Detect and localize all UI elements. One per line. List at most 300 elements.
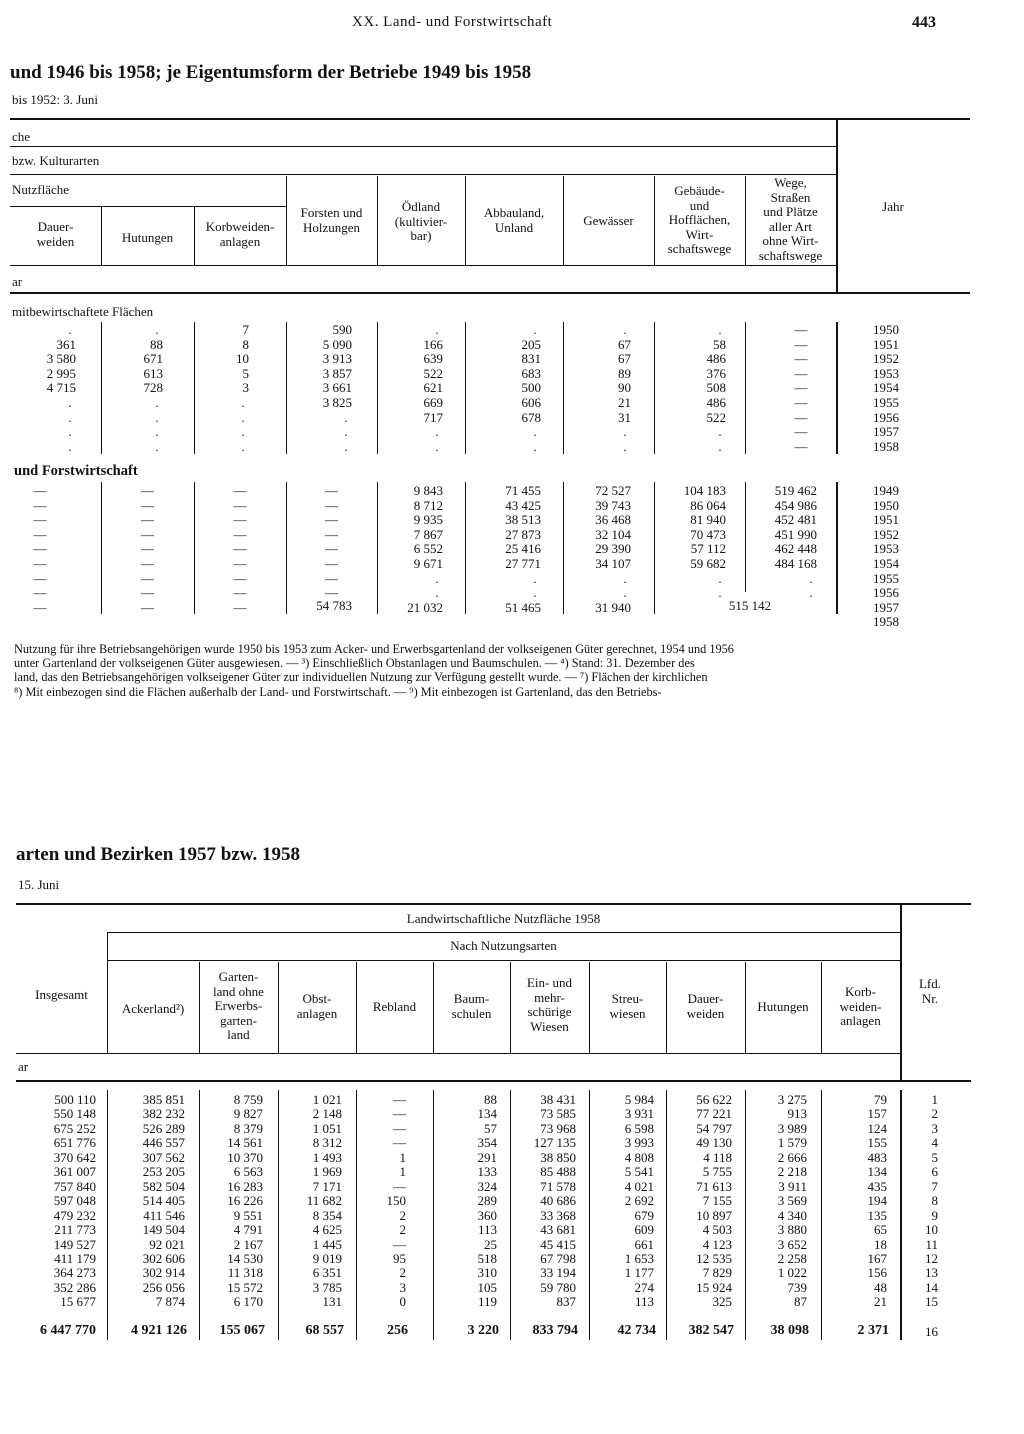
table-cell: . (435, 585, 439, 601)
table-cell: 274 (634, 1279, 654, 1295)
year-label: 1953 (873, 365, 899, 381)
year-label: 1952 (873, 526, 899, 542)
total-cell: 42 734 (617, 1323, 656, 1338)
col-gewaesser: Gewässer (583, 213, 634, 228)
table-cell: 85 488 (540, 1164, 576, 1180)
table-cell: 33 194 (540, 1265, 576, 1281)
col-korbweiden: Korbweiden- anlagen (205, 219, 275, 249)
table-cell: 59 780 (540, 1279, 576, 1295)
table-cell: 526 289 (142, 1120, 185, 1136)
total-cell: 38 098 (770, 1323, 809, 1338)
table-cell: 131 (322, 1294, 342, 1310)
table-cell: 411 179 (54, 1250, 96, 1266)
table-cell: 1 051 (312, 1120, 342, 1136)
year-label: 1955 (873, 570, 899, 586)
total-cell: 833 794 (532, 1323, 578, 1338)
bottom-head-rule-1 (107, 932, 900, 933)
table-cell: 519 462 (774, 483, 817, 498)
table-cell: — (393, 1135, 406, 1151)
table-cell: 88 (484, 1092, 497, 1107)
table-cell: . (155, 424, 159, 440)
table-cell: 4 808 (624, 1149, 654, 1165)
col-hutungen-b: Hutungen (757, 999, 809, 1014)
table-cell: 307 562 (142, 1149, 185, 1165)
dash-cell: — (33, 570, 47, 586)
table-cell: 325 (712, 1294, 732, 1310)
dash-cell: — (233, 512, 247, 528)
table-cell: 65 (874, 1222, 887, 1238)
table-cell: . (533, 438, 537, 454)
table-cell: 92 021 (149, 1236, 185, 1252)
table-cell: — (794, 351, 808, 367)
col-obstanlagen: Obst- anlagen (296, 991, 338, 1021)
table-cell: 508 (706, 380, 726, 396)
table-cell: 5 (242, 365, 249, 381)
table-cell: 156 (867, 1265, 887, 1281)
table-cell: 1 022 (777, 1265, 807, 1281)
table-cell: — (794, 395, 808, 410)
table-cell: 486 (706, 351, 726, 367)
top-table-subtitle: bis 1952: 3. Juni (12, 92, 98, 107)
table-cell: 6 351 (312, 1265, 342, 1281)
dash-cell: — (33, 497, 47, 513)
year-label: 1957 (873, 424, 899, 440)
dash-cell: — (233, 541, 247, 557)
table-cell: 486 (706, 395, 726, 410)
page-number: 443 (912, 14, 936, 31)
table-cell: — (794, 409, 808, 425)
dash-cell: — (33, 526, 47, 542)
table-cell: . (68, 395, 72, 410)
table-cell: 3 569 (777, 1193, 807, 1209)
table-cell: 43 681 (540, 1222, 576, 1238)
dash-cell: — (233, 497, 247, 513)
col-dauerweiden: Dauer- weiden (36, 219, 75, 249)
head-label-1: che (12, 129, 31, 144)
table-cell: 739 (787, 1279, 807, 1295)
table-cell: 167 (867, 1250, 887, 1266)
table-cell: 675 252 (53, 1120, 96, 1136)
table-cell: 483 (867, 1149, 887, 1165)
table-cell: 609 (634, 1222, 654, 1238)
unit-label: ar (12, 274, 23, 289)
table-cell: 9 019 (312, 1250, 342, 1266)
year-label: 1956 (873, 409, 899, 425)
row-number: 5 (931, 1149, 938, 1165)
footnote-line: Nutzung für ihre Betriebsangehörigen wurde 1950 bis 1953 zum Acker- und Erwerbsgartenland der volkseigenen Güter gerechnet, 1954 und 1956 (14, 642, 734, 656)
table-cell: 90 (618, 380, 631, 396)
table-cell: 21 (874, 1294, 887, 1310)
table-cell: 113 (634, 1294, 654, 1310)
table-cell: 683 (521, 365, 541, 381)
dash-cell: — (325, 497, 338, 513)
year-label: 1951 (873, 512, 899, 528)
table-cell: 3 911 (778, 1178, 807, 1194)
footnote-line: ⁸) Mit einbezogen sind die Flächen außerhalb der Land- und Forstwirtschaft. — ⁹) Mit einbezogen ist Gartenland, das den Betriebs- (14, 684, 662, 699)
table-cell: 194 (867, 1193, 887, 1209)
table-cell: 8 (242, 336, 249, 352)
table-cell: 157 (867, 1106, 887, 1122)
row-number: 9 (931, 1207, 938, 1223)
table-cell: 1 579 (777, 1135, 807, 1151)
table-cell: — (794, 380, 808, 396)
table-cell: 48 (874, 1279, 887, 1295)
table-cell: 435 (867, 1178, 887, 1194)
table-cell: — (393, 1236, 406, 1252)
table-cell: 2 692 (624, 1193, 654, 1209)
table-cell: — (794, 438, 808, 454)
table-cell: 33 368 (540, 1207, 576, 1223)
table-cell: 913 (787, 1106, 807, 1122)
table-cell: — (794, 336, 808, 352)
year-label: 1954 (873, 380, 899, 396)
table-cell: 1 177 (624, 1265, 654, 1281)
table-cell: 67 (618, 351, 631, 367)
table-cell: 89 (618, 365, 631, 381)
table-cell: 4 625 (312, 1222, 342, 1238)
table-cell: 36 468 (595, 512, 631, 528)
total-cell: 2 371 (857, 1323, 889, 1338)
table-cell: 360 (477, 1207, 497, 1223)
year-label: 1958 (873, 438, 899, 454)
table-cell: 500 (521, 380, 541, 396)
table-cell: 514 405 (142, 1193, 185, 1209)
table-cell: 2 167 (233, 1236, 263, 1252)
vline (745, 322, 746, 454)
table-cell: 9 671 (413, 556, 443, 571)
table-cell: 324 (477, 1178, 497, 1194)
dash-cell: — (33, 483, 47, 498)
table-cell: 150 (386, 1193, 406, 1209)
dash-cell: — (325, 585, 338, 601)
table-cell: 6 563 (233, 1164, 263, 1180)
table-cell: . (241, 424, 245, 440)
table-cell: 135 (867, 1207, 887, 1223)
table-cell: 9 551 (233, 1207, 263, 1223)
total-cell: 155 067 (219, 1323, 265, 1338)
col-gartenland: Garten- land ohne Erwerbs- garten- land (213, 969, 264, 1042)
table-cell: 671 (143, 351, 163, 367)
table-cell: 5 541 (624, 1164, 654, 1180)
year-label: 1958 (873, 614, 899, 630)
table-cell: 10 370 (227, 1149, 263, 1165)
group-header-2: Nach Nutzungsarten (450, 938, 557, 953)
head-rule-4 (10, 265, 836, 266)
table-cell: 302 606 (142, 1250, 185, 1266)
table-cell: 67 798 (540, 1250, 576, 1266)
table-cell: . (68, 438, 72, 454)
table-cell: 717 (423, 409, 443, 425)
table-cell: 361 (56, 336, 76, 352)
dash-cell: — (141, 512, 154, 528)
table-cell: — (393, 1106, 406, 1122)
table-cell: — (393, 1092, 406, 1107)
forsten-1957-value: 54 783 (316, 598, 352, 613)
section2-label: und Forstwirtschaft (14, 463, 138, 479)
table-cell: 3 652 (777, 1236, 807, 1252)
table-cell: — (794, 322, 808, 337)
dash-cell: — (141, 599, 154, 615)
table-cell: 4 340 (777, 1207, 807, 1223)
head-bottom-rule (10, 292, 970, 294)
table-cell: 38 513 (505, 512, 541, 528)
head-rule-3 (10, 206, 286, 207)
table-cell: 155 (867, 1135, 887, 1151)
dash-cell: — (233, 483, 247, 498)
table-cell: . (241, 395, 245, 410)
table-cell: 88 (150, 336, 163, 352)
dash-cell: — (141, 541, 154, 557)
col-abbauland: Abbauland, Unland (483, 205, 545, 235)
table-cell: 382 232 (142, 1106, 185, 1122)
table-cell: 5 755 (702, 1164, 732, 1180)
table-cell: 454 986 (774, 497, 817, 513)
table-cell: 1 653 (624, 1250, 654, 1266)
table-cell: . (533, 322, 537, 337)
table-cell: 27 873 (505, 526, 541, 542)
year-label: 1952 (873, 351, 899, 367)
year-label: 1953 (873, 541, 899, 557)
bottom-table-title: arten und Bezirken 1957 bzw. 1958 (16, 844, 300, 865)
table-cell: 11 682 (306, 1193, 342, 1209)
table-cell: 7 155 (702, 1193, 732, 1209)
table-cell: 14 530 (227, 1250, 263, 1266)
table-cell: 25 (484, 1236, 497, 1252)
table-cell: . (623, 424, 627, 440)
table-cell: 4 791 (233, 1222, 263, 1238)
table-cell: 310 (477, 1265, 497, 1281)
table-cell: 522 (706, 409, 726, 425)
table-cell: 518 (477, 1250, 497, 1266)
table-cell: 51 465 (505, 599, 541, 615)
table-cell: 134 (867, 1164, 887, 1180)
table-cell: . (435, 438, 439, 454)
table-cell: 7 874 (155, 1294, 185, 1310)
table-cell: . (718, 570, 722, 586)
table-cell: . (718, 585, 722, 601)
year-label: 1957 (873, 599, 899, 615)
table-cell: . (533, 424, 537, 440)
table-cell: 133 (477, 1164, 497, 1180)
table-cell: . (68, 424, 72, 440)
table-cell: 679 (634, 1207, 654, 1223)
table-cell: 9 935 (413, 512, 443, 528)
table-cell: 7 867 (413, 526, 443, 542)
dash-cell: — (233, 570, 247, 586)
year-label: 1955 (873, 395, 899, 410)
table-cell: 149 527 (53, 1236, 96, 1252)
top-table-title: und 1946 bis 1958; je Eigentumsform der Betriebe 1949 bis 1958 (10, 62, 532, 83)
table-cell: 27 771 (505, 556, 541, 571)
table-cell: 38 431 (540, 1092, 576, 1107)
table-cell: . (344, 424, 348, 440)
total-cell: 6 447 770 (40, 1323, 96, 1338)
table-cell: 45 415 (540, 1236, 576, 1252)
table-cell: 2 666 (777, 1149, 807, 1165)
table-cell: 446 557 (142, 1135, 185, 1151)
table-cell: . (155, 409, 159, 425)
table-cell: 613 (143, 365, 163, 381)
table-cell: 31 940 (595, 599, 631, 615)
table-cell: 302 914 (142, 1265, 185, 1281)
table-cell: 2 258 (777, 1250, 807, 1266)
dash-cell: — (325, 526, 338, 542)
row-number: 8 (931, 1193, 938, 1209)
col-korbweiden-b: Korb- weiden- anlagen (839, 984, 882, 1028)
table-cell: 550 148 (53, 1106, 96, 1122)
table-cell: 57 (484, 1120, 497, 1136)
table-cell: 77 221 (696, 1106, 732, 1122)
bottom-top-rule (16, 903, 971, 905)
table-cell: 370 642 (53, 1149, 96, 1165)
table-cell: 39 743 (595, 497, 631, 513)
dash-cell: — (33, 512, 47, 528)
year-label: 1951 (873, 336, 899, 352)
table-cell: 2 (399, 1265, 406, 1281)
table-cell: 669 (423, 395, 443, 410)
table-cell: 1 (399, 1164, 406, 1180)
table-cell: 385 851 (142, 1092, 185, 1107)
table-cell: 376 (706, 365, 726, 381)
year-label: 1950 (873, 322, 899, 337)
table-cell: 11 318 (227, 1265, 263, 1281)
table-cell: 2 995 (46, 365, 76, 381)
table-cell: 661 (634, 1236, 654, 1252)
table-cell: 31 (618, 409, 631, 425)
table-cell: 18 (874, 1236, 887, 1252)
table-cell: 21 032 (407, 599, 443, 615)
footnote-line: unter Gartenland der volkseigenen Güter ausgewiesen. — ³) Einschließlich Obstanlagen und Baumschulen. — ⁴) Stand: 31. Dezember des (14, 656, 695, 671)
table-cell: 119 (477, 1294, 497, 1310)
table-cell: . (344, 438, 348, 454)
table-cell: 9 843 (413, 483, 443, 498)
head-rule-1 (10, 146, 836, 147)
table-cell: . (809, 585, 813, 601)
table-cell: 16 226 (227, 1193, 263, 1209)
col-dauerweiden-b: Dauer- weiden (686, 991, 725, 1021)
table-cell: 134 (477, 1106, 497, 1122)
total-cell: 68 557 (305, 1323, 344, 1338)
total-cell: 382 547 (688, 1323, 734, 1338)
table-cell: 651 776 (53, 1135, 96, 1151)
table-cell: 43 425 (505, 497, 541, 513)
table-cell: 522 (423, 365, 443, 381)
total-cell: 3 220 (467, 1323, 499, 1338)
table-cell: 54 797 (696, 1120, 732, 1136)
table-cell: . (718, 424, 722, 440)
table-cell: 411 546 (143, 1207, 185, 1223)
bottom-unit-label: ar (18, 1059, 29, 1074)
col-streuwiesen: Streu- wiesen (609, 991, 646, 1021)
dash-cell: — (141, 570, 154, 586)
table-cell: 639 (423, 351, 443, 367)
table-cell: . (435, 322, 439, 337)
col-wiesen: Ein- und mehr- schürige Wiesen (526, 975, 573, 1034)
table-cell: . (809, 570, 813, 586)
head-label-2: bzw. Kulturarten (12, 153, 100, 168)
table-cell: 73 968 (540, 1120, 576, 1136)
row-number: 10 (925, 1222, 938, 1238)
dash-cell: — (325, 556, 338, 571)
table-cell: 57 112 (690, 541, 726, 557)
col-rebland: Rebland (372, 999, 417, 1014)
table-cell: . (155, 438, 159, 454)
table-cell: 8 312 (312, 1135, 342, 1151)
table-cell: 3 825 (322, 395, 352, 410)
table-cell: 32 104 (595, 526, 631, 542)
row-number: 12 (925, 1250, 938, 1266)
table-cell: . (718, 322, 722, 337)
table-cell: 58 (713, 336, 726, 352)
footnote-line: land, das den Betriebsangehörigen volkseigener Güter zur individuellen Nutzung zur Verfügung gestellt wurde. — ⁷) Flächen der kirchlichen (14, 670, 708, 685)
table-cell: 4 123 (702, 1236, 732, 1252)
table-cell: 8 712 (413, 497, 443, 513)
dash-cell: — (141, 497, 154, 513)
group-header-1: Landwirtschaftliche Nutzfläche 1958 (406, 911, 601, 926)
table-cell: 2 (399, 1207, 406, 1223)
vline (836, 322, 838, 454)
total-cell: 256 (387, 1323, 408, 1338)
table-cell: 9 827 (233, 1106, 263, 1122)
dash-cell: — (325, 570, 338, 586)
table-cell: 3 785 (312, 1279, 342, 1295)
table-cell: 0 (399, 1294, 406, 1310)
table-cell: 21 (618, 395, 631, 410)
table-cell: 757 840 (53, 1178, 96, 1194)
merged-1957-value: 515 142 (728, 598, 772, 613)
col-lfd-nr: Lfd. Nr. (918, 976, 942, 1006)
col-forsten: Forsten und Holzungen (300, 205, 363, 235)
row-number: 2 (931, 1106, 938, 1122)
bottom-table-subtitle: 15. Juni (18, 877, 60, 892)
table-cell: 34 107 (595, 556, 631, 571)
table-cell: 3 989 (777, 1120, 807, 1136)
total-cell: 4 921 126 (131, 1323, 187, 1338)
table-cell: 4 503 (702, 1222, 732, 1238)
table-cell: 127 135 (533, 1135, 576, 1151)
table-cell: 4 715 (46, 380, 76, 396)
table-cell: 15 572 (227, 1279, 263, 1295)
table-cell: 256 056 (142, 1279, 185, 1295)
head-label-3: Nutzfläche (12, 182, 70, 197)
table-cell: 8 354 (312, 1207, 342, 1223)
row-number: 16 (925, 1324, 938, 1339)
table-cell: 87 (794, 1294, 807, 1310)
dash-cell: — (233, 599, 247, 615)
table-cell: 105 (477, 1279, 497, 1295)
dash-cell: — (233, 526, 247, 542)
table-cell: . (533, 585, 537, 601)
table-cell: . (435, 570, 439, 586)
table-cell: 49 130 (696, 1135, 732, 1151)
bottom-head-rule-3 (16, 1053, 900, 1054)
table-cell: 113 (477, 1222, 497, 1238)
table-cell: 59 682 (690, 556, 726, 571)
table-cell: 124 (867, 1120, 887, 1136)
table-cell: 7 (242, 322, 249, 337)
dash-cell: — (233, 556, 247, 571)
table-cell: 8 759 (233, 1092, 263, 1107)
table-cell: 15 677 (60, 1294, 96, 1310)
table-cell: 16 283 (227, 1178, 263, 1194)
row-number: 3 (931, 1120, 938, 1136)
head-rule-2 (10, 174, 836, 175)
table-cell: 2 148 (312, 1106, 342, 1122)
table-cell: 479 232 (53, 1207, 96, 1223)
row-number: 6 (931, 1164, 938, 1180)
table-cell: 3 993 (624, 1135, 654, 1151)
col-ackerland: Ackerland²) (121, 1001, 185, 1016)
